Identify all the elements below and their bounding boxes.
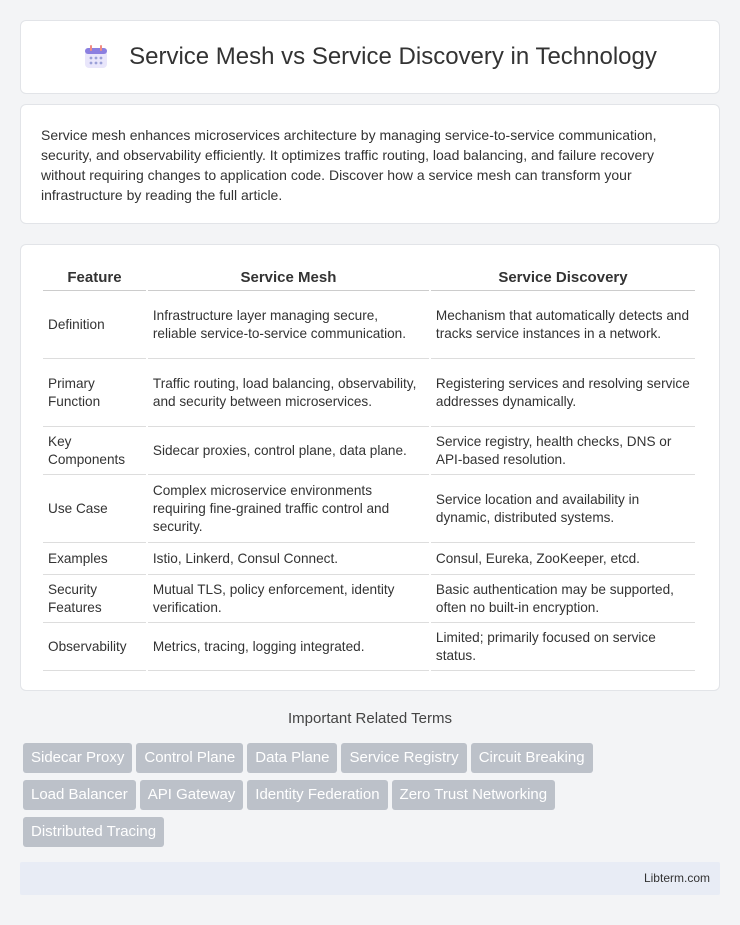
related-term-tag[interactable]: Identity Federation [247,780,387,810]
table-row [43,291,695,359]
related-term-tag[interactable]: Data Plane [247,743,337,773]
footer [20,862,720,895]
footer-site-link[interactable]: Libterm.com [643,871,710,885]
service-discovery-cell: Basic authentication may be supported, often no built-in encryption. [431,575,695,623]
related-terms-heading: Important Related Terms [288,710,452,727]
related-term-tag[interactable]: Distributed Tracing [23,817,164,847]
column-header-service-discovery: Service Discovery [431,265,695,291]
service-mesh-cell: Metrics, tracing, logging integrated. [148,623,429,671]
feature-cell: Examples [43,543,146,575]
related-term-tag[interactable]: Service Registry [341,743,466,773]
title-card [20,20,720,94]
intro-paragraph: Service mesh enhances microservices architecture by managing service-to-service communication, security, and observability efficiently. It optimizes traffic routing, load balancing, and failure recovery without requiring changes to application code. Discover how a service mesh can transform your infrastructure by reading the full article. [41,127,657,203]
table-row [43,475,695,543]
service-mesh-cell: Sidecar proxies, control plane, data plane. [148,427,429,475]
service-mesh-cell: Traffic routing, load balancing, observability, and security between microservices. [148,359,429,427]
service-discovery-cell: Consul, Eureka, ZooKeeper, etcd. [431,543,695,575]
service-discovery-cell: Mechanism that automatically detects and tracks service instances in a network. [431,291,695,359]
column-header-feature: Feature [43,265,146,291]
table-row [43,427,695,475]
service-discovery-cell: Registering services and resolving service addresses dynamically. [431,359,695,427]
feature-cell: Key Components [43,427,146,475]
related-term-tag[interactable]: Sidecar Proxy [23,743,132,773]
feature-cell: Use Case [43,475,146,543]
column-header-service-mesh: Service Mesh [148,265,429,291]
feature-cell: Security Features [43,575,146,623]
feature-cell: Definition [43,291,146,359]
service-mesh-cell: Infrastructure layer managing secure, reliable service-to-service communication. [148,291,429,359]
related-term-tag[interactable]: API Gateway [140,780,244,810]
service-discovery-cell: Limited; primarily focused on service status. [431,623,695,671]
service-discovery-cell: Service registry, health checks, DNS or API-based resolution. [431,427,695,475]
service-mesh-cell: Istio, Linkerd, Consul Connect. [148,543,429,575]
table-row [43,575,695,623]
related-term-tag[interactable]: Load Balancer [23,780,136,810]
related-term-tag[interactable]: Control Plane [136,743,243,773]
service-mesh-cell: Mutual TLS, policy enforcement, identity verification. [148,575,429,623]
comparison-table [41,265,697,671]
service-discovery-cell: Service location and availability in dynamic, distributed systems. [431,475,695,543]
page-title: Service Mesh vs Service Discovery in Technology [129,43,657,70]
table-row [43,359,695,427]
related-term-tag[interactable]: Circuit Breaking [471,743,593,773]
comparison-table-card [20,244,720,691]
table-row [43,543,695,575]
intro-card [20,104,720,224]
feature-cell: Primary Function [43,359,146,427]
table-row [43,623,695,671]
related-term-tag[interactable]: Zero Trust Networking [392,780,556,810]
table-header-row [43,265,695,291]
feature-cell: Observability [43,623,146,671]
service-mesh-cell: Complex microservice environments requiring fine-grained traffic control and security. [148,475,429,543]
related-terms-list [23,743,723,854]
calendar-icon [83,44,109,70]
